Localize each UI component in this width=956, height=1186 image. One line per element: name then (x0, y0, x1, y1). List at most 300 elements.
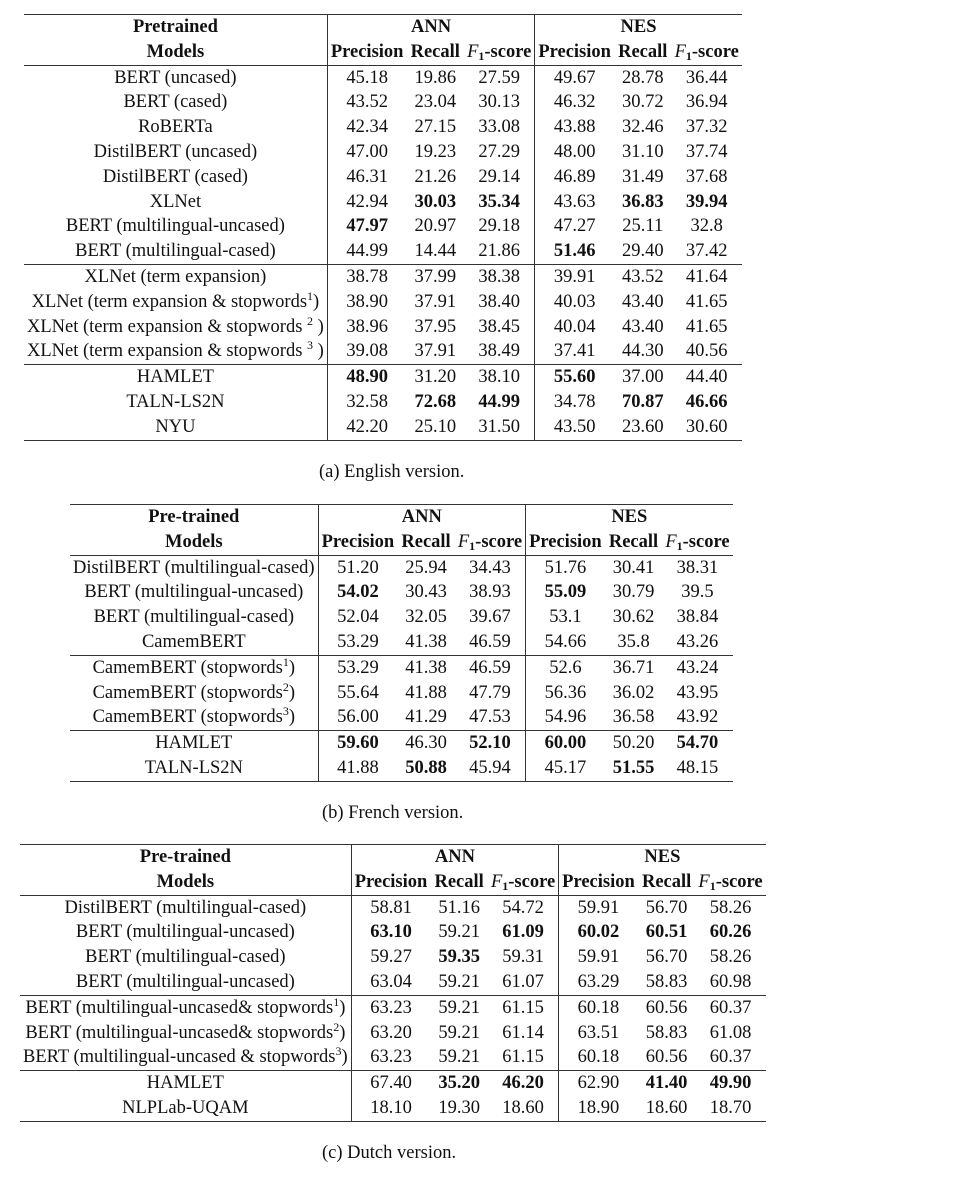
f1-symbol: F (674, 41, 686, 62)
cell-nes-recall: 43.40 (621, 316, 664, 337)
cell-ann-precision: 48.90 (327, 365, 406, 390)
table-row (24, 415, 742, 440)
table-row (24, 190, 742, 215)
cell-nes-f1: 46.66 (685, 391, 728, 412)
cell-ann-recall: 37.95 (414, 316, 457, 337)
cell-ann-precision: 38.96 (346, 316, 388, 337)
cell-nes-f1: 37.68 (685, 166, 728, 187)
model-name: CamemBERT (stopwords$^2$) (70, 681, 318, 706)
col-header-f1: $F_1$-score (695, 870, 765, 895)
table-row (24, 140, 742, 165)
cell-nes-precision: 56.36 (544, 682, 587, 703)
footnote-marker: 1 (333, 994, 340, 1009)
cell-ann-recall: 41.38 (405, 631, 447, 652)
cell-ann-f1: 27.59 (464, 65, 535, 90)
cell-ann-recall: 19.30 (430, 1096, 488, 1121)
header-row (24, 40, 742, 65)
cell-ann-f1: 46.59 (455, 655, 526, 680)
cell-ann-precision: 55.64 (337, 682, 379, 703)
f1-subscript: 1 (676, 538, 683, 553)
cell-ann-precision: 51.20 (337, 557, 379, 578)
group-header-nes: NES (535, 15, 742, 40)
cell-nes-recall: 56.70 (645, 947, 688, 968)
footnote-marker: 3 (282, 704, 289, 719)
table-row (70, 555, 733, 580)
cell-nes-f1: 32.8 (690, 216, 723, 237)
cell-ann-precision: 63.23 (351, 995, 430, 1020)
cell-ann-f1: 18.60 (488, 1096, 559, 1121)
cell-nes-recall: 51.55 (605, 756, 663, 781)
model-name: NLPLab-UQAM (20, 1096, 351, 1121)
cell-nes-f1: 60.26 (709, 922, 752, 943)
model-name: DistilBERT (multilingual-cased) (70, 555, 318, 580)
table-dutch (20, 844, 766, 1122)
cell-ann-f1: 59.31 (488, 945, 559, 970)
table-row (70, 630, 733, 655)
cell-ann-f1: 27.29 (464, 140, 535, 165)
table-row (24, 365, 742, 390)
table-row (24, 290, 742, 315)
cell-nes-f1: 41.65 (685, 316, 728, 337)
cell-ann-f1: 21.86 (464, 239, 535, 264)
cell-nes-f1: 39.94 (685, 191, 728, 212)
f1-symbol: F (467, 41, 479, 62)
table-row (70, 681, 733, 706)
cell-nes-recall: 30.79 (612, 582, 655, 603)
group-header-ann: ANN (351, 845, 558, 870)
cell-nes-f1: 48.15 (662, 756, 732, 781)
f1-symbol: F (457, 531, 470, 552)
cell-ann-f1: 45.94 (455, 756, 526, 781)
col-header-recall: Recall (638, 870, 696, 895)
cell-ann-recall: 23.04 (414, 92, 457, 113)
model-name: XLNet (24, 190, 327, 215)
cell-ann-precision: 63.04 (370, 971, 412, 992)
table-row (20, 920, 766, 945)
results-table (20, 844, 766, 1122)
cell-ann-f1: 38.45 (464, 315, 535, 340)
cell-ann-precision: 45.18 (346, 67, 388, 88)
cell-ann-precision: 38.90 (346, 291, 388, 312)
col-header-recall: Recall (406, 40, 464, 65)
table-row (24, 65, 742, 90)
header-row (24, 15, 742, 40)
cell-nes-f1: 38.84 (676, 607, 719, 628)
cell-ann-recall: 37.99 (406, 264, 464, 289)
cell-nes-f1: 41.64 (672, 264, 742, 289)
model-name: BERT (uncased) (24, 65, 327, 90)
cell-nes-precision: 55.09 (544, 582, 587, 603)
cell-nes-f1: 18.70 (695, 1096, 765, 1121)
table-row (20, 895, 766, 920)
cell-nes-precision: 40.04 (553, 316, 596, 337)
col-header-f1: $F_1$-score (464, 40, 535, 65)
cell-ann-precision: 44.99 (346, 241, 388, 262)
cell-ann-recall: 30.03 (414, 191, 457, 212)
cell-ann-precision: 47.97 (346, 216, 388, 237)
cell-ann-recall: 41.38 (397, 655, 455, 680)
cell-ann-recall: 46.30 (397, 731, 455, 756)
model-name: BERT (multilingual-cased) (70, 605, 318, 630)
cell-ann-precision: 63.23 (370, 1047, 412, 1068)
cell-nes-recall: 36.02 (612, 682, 655, 703)
table-row (24, 339, 742, 364)
cell-nes-f1: 54.70 (662, 731, 732, 756)
col-header-f1: $F_1$-score (672, 40, 742, 65)
table-row (70, 756, 733, 781)
cell-ann-f1: 29.14 (464, 165, 535, 190)
cell-ann-f1: 46.20 (488, 1071, 559, 1096)
cell-nes-precision: 52.6 (526, 655, 605, 680)
cell-nes-precision: 55.60 (535, 365, 614, 390)
cell-nes-recall: 23.60 (614, 415, 672, 440)
header-row (20, 870, 766, 895)
cell-ann-recall: 21.26 (414, 166, 457, 187)
cell-nes-f1: 58.26 (709, 947, 752, 968)
cell-ann-recall: 25.94 (405, 557, 447, 578)
cell-nes-recall: 31.49 (621, 166, 664, 187)
cell-nes-recall: 60.56 (645, 1047, 688, 1068)
cell-ann-f1: 38.10 (464, 365, 535, 390)
f1-symbol: F (665, 531, 677, 552)
cell-ann-precision: 42.20 (327, 415, 406, 440)
table-row (70, 605, 733, 630)
cell-nes-recall: 70.87 (621, 391, 664, 412)
cell-ann-recall: 59.21 (430, 995, 488, 1020)
cell-nes-recall: 25.11 (622, 216, 664, 237)
model-name: DistilBERT (multilingual-cased) (20, 895, 351, 920)
cell-ann-recall: 19.86 (414, 67, 457, 88)
cell-ann-f1: 47.79 (455, 681, 526, 706)
cell-nes-recall: 36.83 (621, 191, 664, 212)
cell-ann-f1: 61.09 (488, 920, 559, 945)
cell-ann-precision: 56.00 (337, 707, 379, 728)
cell-ann-precision: 53.29 (337, 631, 379, 652)
cell-ann-f1: 47.53 (455, 705, 526, 730)
group-header-nes: NES (559, 845, 766, 870)
cell-ann-recall: 37.91 (414, 341, 457, 362)
model-header-line2: Models (70, 530, 318, 555)
table-row (70, 580, 733, 605)
cell-ann-precision: 63.20 (370, 1022, 412, 1043)
cell-nes-f1: 60.98 (709, 971, 752, 992)
table-row (70, 655, 733, 680)
cell-nes-recall: 41.40 (638, 1071, 696, 1096)
cell-ann-recall: 32.05 (405, 607, 447, 628)
model-header-line1: Pre-trained (70, 505, 318, 530)
cell-ann-f1: 52.10 (455, 731, 526, 756)
cell-ann-f1: 29.18 (464, 214, 535, 239)
cell-nes-recall: 36.71 (605, 655, 663, 680)
cell-ann-recall: 20.97 (414, 216, 457, 237)
cell-nes-precision: 62.90 (559, 1071, 638, 1096)
cell-nes-precision: 18.90 (559, 1096, 638, 1121)
model-name: BERT (multilingual-uncased) (20, 920, 351, 945)
model-name: CamemBERT (stopwords$^1$) (70, 655, 318, 680)
table-row (24, 239, 742, 264)
cell-nes-recall: 58.83 (645, 1022, 688, 1043)
cell-ann-recall: 59.21 (438, 922, 480, 943)
cell-ann-f1: 61.15 (488, 995, 559, 1020)
cell-nes-precision: 60.00 (526, 731, 605, 756)
model-name: HAMLET (20, 1071, 351, 1096)
cell-nes-recall: 32.46 (621, 117, 664, 138)
cell-ann-precision: 54.02 (337, 582, 379, 603)
cell-ann-recall: 14.44 (414, 241, 457, 262)
cell-ann-precision: 42.94 (346, 191, 388, 212)
cell-ann-precision: 39.08 (346, 341, 388, 362)
cell-ann-f1: 31.50 (464, 415, 535, 440)
cell-ann-f1: 33.08 (464, 115, 535, 140)
cell-ann-precision: 38.78 (327, 264, 406, 289)
model-name: BERT (multilingual-cased) (24, 239, 327, 264)
f1-subscript: 1 (502, 878, 509, 893)
header-row (70, 505, 733, 530)
model-name: BERT (multilingual-uncased& stopwords$^2$) (20, 1021, 351, 1046)
cell-ann-recall: 59.21 (438, 971, 480, 992)
cell-nes-precision: 40.03 (553, 291, 596, 312)
cell-ann-f1: 61.15 (488, 1045, 559, 1070)
cell-nes-precision: 49.67 (553, 67, 596, 88)
model-name: BERT (multilingual-uncased & stopwords$^3$) (20, 1045, 351, 1070)
cell-nes-recall: 58.83 (645, 971, 688, 992)
table-row (20, 945, 766, 970)
model-name: RoBERTa (24, 115, 327, 140)
cell-nes-precision: 60.02 (577, 922, 620, 943)
model-header-line2: Models (24, 40, 327, 65)
cell-ann-recall: 19.23 (414, 141, 457, 162)
table-row (20, 1045, 766, 1070)
model-name: CamemBERT (stopwords$^3$) (70, 705, 318, 730)
model-header-line1: Pretrained (24, 15, 327, 40)
cell-ann-f1: 38.93 (455, 580, 526, 605)
caption-english: (a) English version. (319, 462, 465, 482)
model-name: BERT (cased) (24, 90, 327, 115)
model-name: TALN-LS2N (70, 756, 318, 781)
cell-ann-f1: 46.59 (455, 630, 526, 655)
cell-ann-precision: 53.29 (318, 655, 397, 680)
group-header-nes: NES (526, 505, 733, 530)
cell-ann-precision: 52.04 (337, 607, 379, 628)
cell-ann-recall: 41.88 (405, 682, 447, 703)
model-name: BERT (multilingual-uncased) (20, 970, 351, 995)
results-table (70, 504, 733, 782)
cell-nes-recall: 36.58 (612, 707, 655, 728)
table-row (24, 264, 742, 289)
cell-ann-recall: 51.16 (438, 897, 480, 918)
col-header-precision: Precision (559, 870, 638, 895)
cell-ann-f1: 34.43 (455, 555, 526, 580)
table-row (24, 390, 742, 415)
cell-ann-f1: 38.49 (464, 339, 535, 364)
model-name: NYU (24, 415, 327, 440)
footnote-marker: 2 (333, 1019, 340, 1034)
cell-nes-f1: 44.40 (672, 365, 742, 390)
cell-nes-f1: 60.37 (709, 1047, 752, 1068)
f1-subscript: 1 (469, 538, 476, 553)
cell-nes-precision: 46.89 (553, 166, 596, 187)
model-name: DistilBERT (cased) (24, 165, 327, 190)
table-french (70, 504, 733, 782)
footnote-marker: 1 (307, 288, 314, 303)
table-row (20, 995, 766, 1020)
col-header-recall: Recall (614, 40, 672, 65)
table-english (24, 14, 742, 441)
cell-ann-precision: 32.58 (346, 391, 388, 412)
table-row (20, 1096, 766, 1121)
model-name: DistilBERT (uncased) (24, 140, 327, 165)
cell-nes-f1: 36.44 (685, 67, 728, 88)
model-header-line2: Models (20, 870, 351, 895)
cell-ann-precision: 18.10 (351, 1096, 430, 1121)
cell-nes-f1: 37.74 (685, 141, 728, 162)
cell-nes-precision: 59.91 (577, 897, 620, 918)
model-name: XLNet (term expansion & stopwords$^1$) (24, 290, 327, 315)
cell-ann-recall: 30.43 (405, 582, 447, 603)
table-row (24, 214, 742, 239)
col-header-f1: $F_1$-score (455, 530, 526, 555)
cell-nes-f1: 40.56 (685, 341, 728, 362)
cell-nes-recall: 35.8 (617, 631, 650, 652)
cell-ann-recall: 25.10 (406, 415, 464, 440)
cell-ann-f1: 61.14 (488, 1021, 559, 1046)
model-name: XLNet (term expansion) (24, 264, 327, 289)
cell-nes-precision: 59.91 (577, 947, 620, 968)
cell-ann-f1: 30.13 (464, 90, 535, 115)
cell-nes-precision: 37.41 (553, 341, 596, 362)
model-header-line1: Pre-trained (20, 845, 351, 870)
cell-nes-precision: 46.32 (553, 92, 596, 113)
cell-ann-precision: 63.10 (370, 922, 412, 943)
cell-nes-recall: 50.20 (605, 731, 663, 756)
cell-ann-precision: 58.81 (370, 897, 412, 918)
cell-ann-f1: 54.72 (488, 895, 559, 920)
table-row (24, 165, 742, 190)
f1-symbol: F (490, 871, 503, 892)
f1-subscript: 1 (478, 48, 485, 63)
cell-nes-f1: 43.24 (662, 655, 732, 680)
cell-nes-recall: 30.72 (621, 92, 664, 113)
col-header-precision: Precision (327, 40, 406, 65)
model-name: BERT (multilingual-uncased& stopwords$^1$) (20, 995, 351, 1020)
cell-nes-recall: 29.40 (621, 241, 664, 262)
cell-nes-precision: 51.76 (544, 557, 587, 578)
model-name: TALN-LS2N (24, 390, 327, 415)
cell-nes-precision: 43.88 (553, 117, 596, 138)
cell-ann-precision: 47.00 (346, 141, 388, 162)
cell-ann-recall: 50.88 (397, 756, 455, 781)
cell-nes-recall: 60.51 (645, 922, 688, 943)
table-row (24, 90, 742, 115)
cell-nes-f1: 60.37 (695, 995, 765, 1020)
cell-ann-precision: 43.52 (346, 92, 388, 113)
cell-nes-precision: 60.18 (577, 1047, 620, 1068)
cell-nes-f1: 58.26 (709, 897, 752, 918)
col-header-f1: $F_1$-score (662, 530, 732, 555)
cell-nes-precision: 43.50 (535, 415, 614, 440)
cell-nes-f1: 30.60 (672, 415, 742, 440)
cell-nes-recall: 43.40 (621, 291, 664, 312)
cell-nes-f1: 39.5 (681, 582, 714, 603)
col-header-precision: Precision (526, 530, 605, 555)
table-row (24, 315, 742, 340)
model-name: HAMLET (70, 731, 318, 756)
model-name: CamemBERT (70, 630, 318, 655)
cell-ann-recall: 59.21 (438, 1022, 480, 1043)
cell-ann-precision: 46.31 (346, 166, 388, 187)
cell-nes-precision: 53.1 (549, 607, 582, 628)
footnote-marker: 3 (335, 1044, 342, 1059)
col-header-precision: Precision (535, 40, 614, 65)
footnote-marker: 2 (307, 313, 314, 328)
cell-nes-precision: 34.78 (553, 391, 596, 412)
cell-nes-recall: 56.70 (645, 897, 688, 918)
cell-nes-f1: 41.65 (685, 291, 728, 312)
table-row (24, 115, 742, 140)
cell-nes-f1: 43.95 (676, 682, 719, 703)
table-row (20, 1071, 766, 1096)
cell-nes-precision: 51.46 (553, 241, 596, 262)
cell-nes-recall: 30.62 (612, 607, 655, 628)
cell-nes-precision: 43.63 (553, 191, 596, 212)
col-header-f1: $F_1$-score (488, 870, 559, 895)
table-row (70, 731, 733, 756)
cell-nes-precision: 60.18 (559, 995, 638, 1020)
cell-ann-precision: 59.60 (318, 731, 397, 756)
cell-nes-precision: 39.91 (535, 264, 614, 289)
f1-subscript: 1 (709, 878, 716, 893)
cell-ann-recall: 37.91 (414, 291, 457, 312)
cell-nes-recall: 43.52 (614, 264, 672, 289)
cell-ann-f1: 44.99 (464, 390, 535, 415)
model-name: BERT (multilingual-cased) (20, 945, 351, 970)
cell-nes-recall: 18.60 (638, 1096, 696, 1121)
col-header-precision: Precision (351, 870, 430, 895)
col-header-recall: Recall (605, 530, 663, 555)
cell-nes-precision: 48.00 (553, 141, 596, 162)
results-table (24, 14, 742, 441)
cell-ann-recall: 41.29 (405, 707, 447, 728)
cell-ann-recall: 59.35 (438, 947, 480, 968)
cell-ann-recall: 31.20 (406, 365, 464, 390)
cell-ann-recall: 72.68 (414, 391, 457, 412)
cell-ann-f1: 35.34 (464, 190, 535, 215)
table-row (70, 705, 733, 730)
cell-nes-precision: 45.17 (526, 756, 605, 781)
group-header-ann: ANN (318, 505, 525, 530)
cell-ann-precision: 41.88 (318, 756, 397, 781)
cell-nes-f1: 61.08 (709, 1022, 752, 1043)
cell-nes-recall: 31.10 (621, 141, 664, 162)
cell-nes-recall: 60.56 (638, 995, 696, 1020)
col-header-precision: Precision (318, 530, 397, 555)
cell-ann-recall: 59.21 (438, 1047, 480, 1068)
cell-nes-f1: 38.31 (676, 557, 719, 578)
cell-ann-f1: 39.67 (455, 605, 526, 630)
model-name: HAMLET (24, 365, 327, 390)
f1-symbol: F (698, 871, 710, 892)
cell-nes-recall: 30.41 (612, 557, 655, 578)
f1-subscript: 1 (685, 48, 692, 63)
model-name: BERT (multilingual-uncased) (24, 214, 327, 239)
cell-nes-recall: 37.00 (614, 365, 672, 390)
cell-nes-precision: 63.29 (577, 971, 620, 992)
header-row (20, 845, 766, 870)
cell-nes-f1: 43.26 (676, 631, 719, 652)
cell-nes-f1: 43.92 (676, 707, 719, 728)
cell-nes-recall: 44.30 (621, 341, 664, 362)
cell-nes-f1: 49.90 (695, 1071, 765, 1096)
